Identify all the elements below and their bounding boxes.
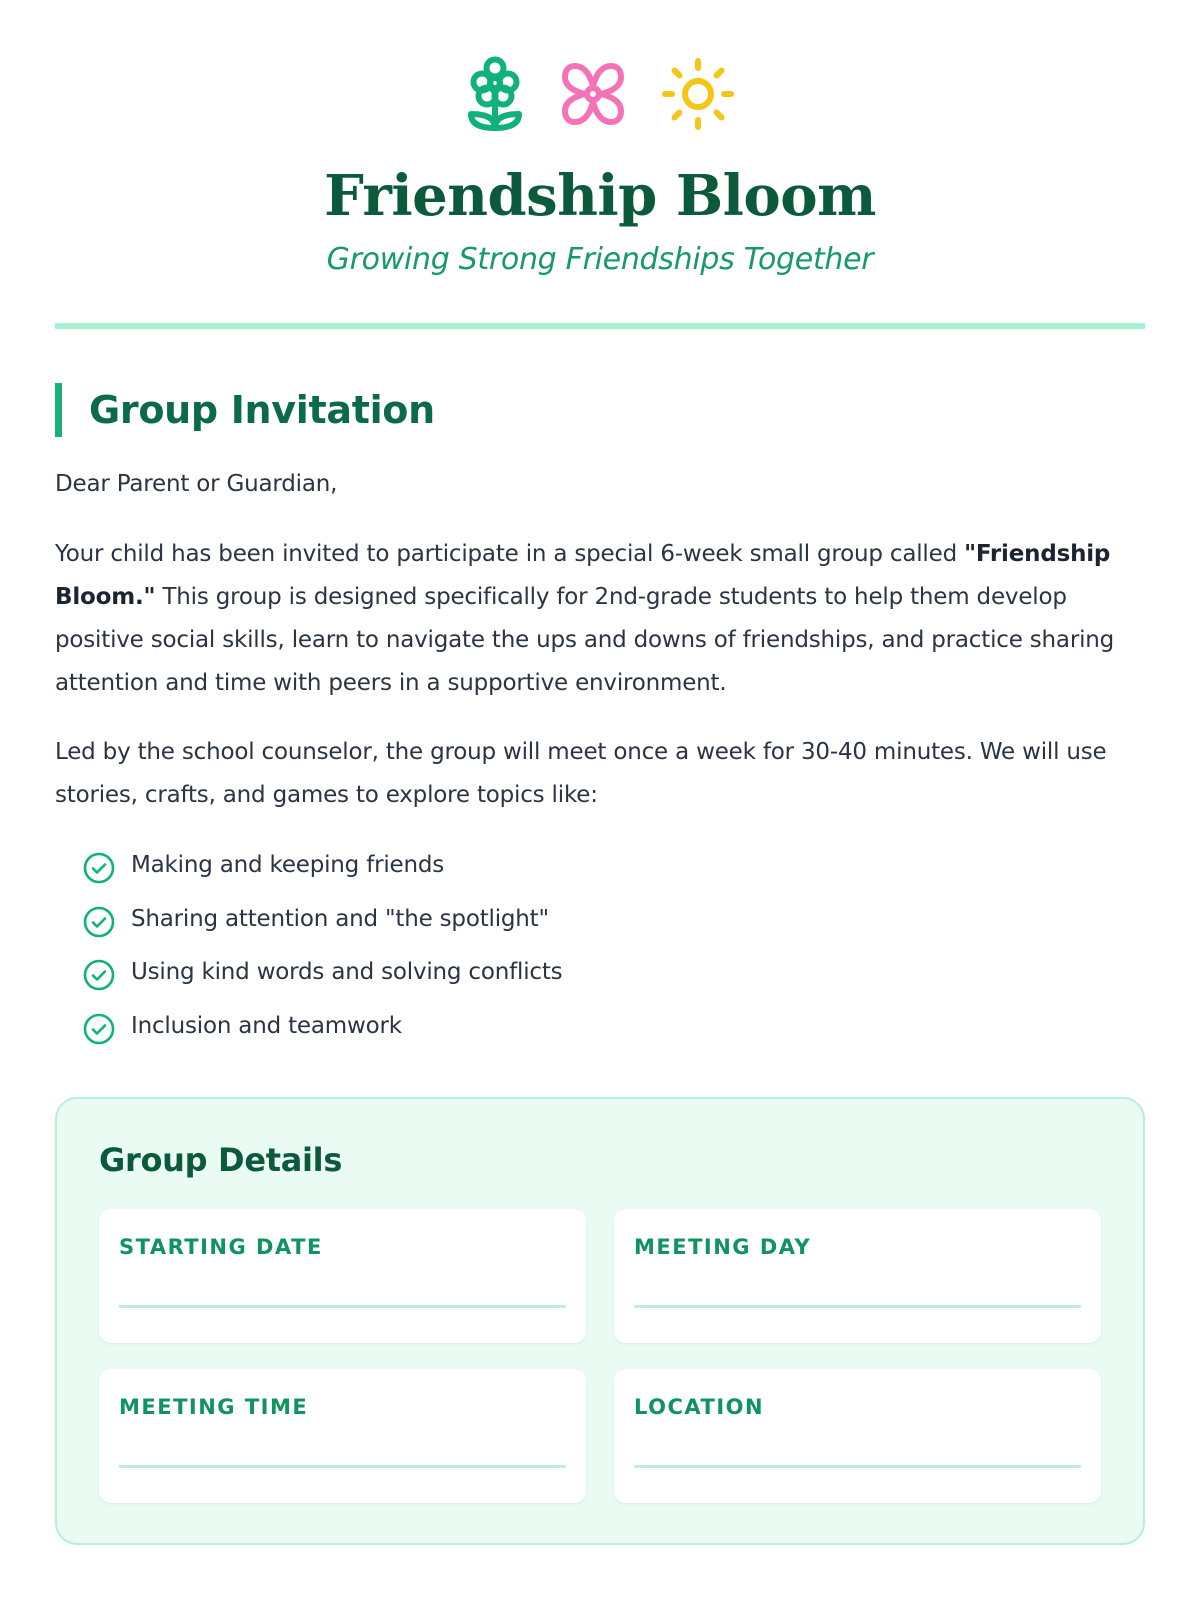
schedule-paragraph: Led by the school counselor, the group will meet once a week for 30-40 minutes. We will use stories, crafts, and games to explore topics like: <box>55 738 1107 808</box>
field-label: MEETING DAY <box>634 1234 812 1259</box>
field-label: LOCATION <box>634 1394 765 1419</box>
location-field[interactable] <box>614 1369 1101 1503</box>
details-title: Group Details <box>99 1140 343 1179</box>
list-item <box>82 946 1145 1000</box>
list-item <box>82 839 1145 893</box>
page-title: Friendship Bloom <box>324 163 876 229</box>
header-divider <box>55 323 1145 329</box>
meeting-time-field[interactable] <box>99 1369 586 1503</box>
field-label: MEETING TIME <box>119 1394 309 1419</box>
list-item <box>82 892 1145 946</box>
topic-text: Sharing attention and "the spotlight" <box>131 905 549 932</box>
fill-in-line[interactable] <box>119 1305 566 1308</box>
check-circle-icon <box>82 958 116 992</box>
check-circle-icon <box>82 1012 116 1046</box>
intro-rest: This group is designed specifically for 2nd-grade students to help them develop positive social skills, learn to navigate the ups and downs of friendships, and practice sharing attention and time with peers in a supportive environment. <box>55 583 1115 696</box>
field-label: STARTING DATE <box>119 1234 323 1259</box>
clover-flower-icon <box>559 60 627 128</box>
intro-lead: Your child has been invited to participate in a special 6-week small group called <box>55 540 965 567</box>
starting-date-field[interactable] <box>99 1209 586 1343</box>
section-title: Group Invitation <box>89 387 435 432</box>
meeting-day-field[interactable] <box>614 1209 1101 1343</box>
topic-text: Inclusion and teamwork <box>131 1012 402 1039</box>
sun-icon <box>661 57 735 131</box>
greeting: Dear Parent or Guardian, <box>55 470 338 497</box>
header-icon-row <box>55 56 1145 132</box>
topic-text: Making and keeping friends <box>131 852 445 879</box>
intro-paragraph <box>55 533 1145 705</box>
group-details-card <box>55 1097 1145 1545</box>
topic-text: Using kind words and solving conflicts <box>131 959 563 986</box>
section-heading <box>55 383 1145 437</box>
fill-in-line[interactable] <box>634 1465 1081 1468</box>
fill-in-line[interactable] <box>634 1305 1081 1308</box>
list-item <box>82 999 1145 1053</box>
fill-in-line[interactable] <box>119 1465 566 1468</box>
flower-icon <box>465 56 525 132</box>
page-subtitle: Growing Strong Friendships Together <box>326 241 874 277</box>
topic-list <box>55 839 1145 1053</box>
section-accent-bar <box>55 383 62 437</box>
page-header <box>55 0 1145 277</box>
invitation-section <box>55 383 1145 1053</box>
check-circle-icon <box>82 905 116 939</box>
check-circle-icon <box>82 851 116 885</box>
group-name-bold: "Friendship Bloom." <box>55 540 1111 610</box>
details-grid <box>99 1209 1101 1503</box>
